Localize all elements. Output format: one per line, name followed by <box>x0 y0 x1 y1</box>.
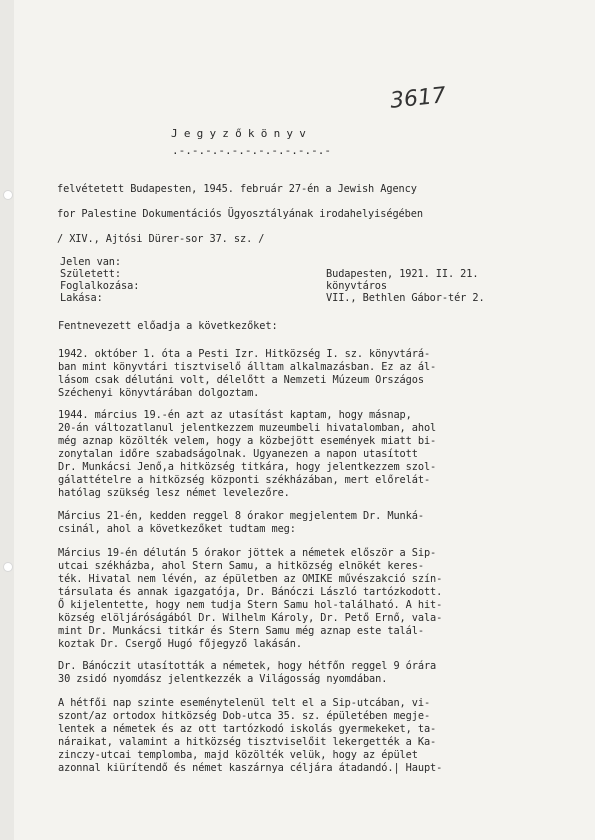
paragraph-line: 20-án változatlanul jelentkezzem muzeumbeli hivatalomban, ahol <box>58 422 437 434</box>
title-underline: .-.-.-.-.-.-.-.-.-.-.-.- <box>172 144 331 157</box>
paragraph-line: Március 21-én, kedden reggel 8 órakor megjelentem Dr. Munká- <box>58 510 424 522</box>
punch-hole <box>3 562 13 572</box>
intro-line: felvétetett Budapesten, 1945. február 27-én a Jewish Agency <box>57 183 417 195</box>
jelen-van-label: Jelen van: <box>60 256 121 268</box>
paragraph-line: lásom csak délutáni volt, délelőtt a Nemzeti Múzeum Országos <box>58 374 424 386</box>
paragraph-line: 30 zsidó nyomdász jelentkezzék a Világosság nyomdában. <box>58 673 388 685</box>
lakasa-label: Lakása: <box>60 292 103 304</box>
paragraph-line: hatólag szükség lesz német levelezőre. <box>58 487 290 499</box>
paragraph-line: azonnal kiürítendő és német kaszárnya céljára átadandó.| Haupt- <box>58 762 443 774</box>
paragraph-line: A hétfői nap szinte eseménytelenül telt el a Sip-utcában, vi- <box>58 697 431 709</box>
foglalkozasa-value: könyvtáros <box>326 280 387 292</box>
paragraph-line: Ő kijelentette, hogy nem tudja Stern Samu hol-található. A hit- <box>58 599 443 611</box>
foglalkozasa-label: Foglalkozása: <box>60 280 140 292</box>
paragraph-line: gálattételre a hitközség központi székházában, mert előrelát- <box>58 474 431 486</box>
paragraph-line: zonytalan időre szabadságolnak. Ugyanezen a napon utasított <box>58 448 418 460</box>
paragraph-line: ban mint könyvtári tisztviselő álltam alkalmazásban. Ez az ál- <box>58 361 437 373</box>
paragraph-line: Széchenyi könyvtárában dolgoztam. <box>58 387 260 399</box>
paragraph-line: társulata és annak igazgatója, Dr. Bánóczi László tartózkodott. <box>58 586 443 598</box>
szuletett-label: Született: <box>60 268 121 280</box>
opening-sentence: Fentnevezett előadja a következőket: <box>58 320 278 332</box>
paragraph-line: szont/az ortodox hitközség Dob-utca 35. sz. épületében megje- <box>58 710 431 722</box>
paragraph-line: Dr. Bánóczit utasították a németek, hogy hétfőn reggel 9 órára <box>58 660 437 672</box>
paragraph-line: mint Dr. Munkácsi titkár és Stern Samu még aznap este talál- <box>58 625 424 637</box>
paragraph-line: község elöljáróságából Dr. Wilhelm Károly, Dr. Pető Ernő, vala- <box>58 612 443 624</box>
szuletett-value: Budapesten, 1921. II. 21. <box>326 268 479 280</box>
paragraph-line: utcai székházba, ahol Stern Samu, a hitközség elnökét keres- <box>58 560 424 572</box>
paragraph-line: 1944. március 19.-én azt az utasítást kaptam, hogy másnap, <box>58 409 412 421</box>
paragraph-line: zinczy-utcai templomba, majd közölték velük, hogy az épület <box>58 749 418 761</box>
paragraph-line: Dr. Munkácsi Jenő,a hitközség titkára, hogy jelentkezzem szol- <box>58 461 437 473</box>
paragraph-line: még aznap közölték velem, hogy a közbejött események miatt bi- <box>58 435 437 447</box>
paragraph-line: 1942. október 1. óta a Pesti Izr. Hitközség I. sz. könyvtárá- <box>58 348 431 360</box>
handwritten-archive-number: 3617 <box>388 83 448 114</box>
document-title: Jegyzőkönyv <box>171 127 313 140</box>
paragraph-line: ték. Hivatal nem lévén, az épületben az OMIKE művészakció szín- <box>58 573 443 585</box>
scan-edge <box>0 0 14 840</box>
lakasa-value: VII., Bethlen Gábor-tér 2. <box>326 292 485 304</box>
paragraph-line: koztak Dr. Csergő Hugó főjegyző lakásán. <box>58 638 302 650</box>
paragraph-line: náraikat, valamint a hitközség tisztviselőit lekergették a Ka- <box>58 736 437 748</box>
paragraph-line: csinál, ahol a következőket tudtam meg: <box>58 523 296 535</box>
paragraph-line: lentek a németek és az ott tartózkodó iskolás gyermekeket, ta- <box>58 723 437 735</box>
intro-line: for Palestine Dokumentációs Ügyosztályának irodahelyiségében <box>57 208 423 220</box>
paragraph-line: Március 19-én délután 5 órakor jöttek a németek először a Sip- <box>58 547 437 559</box>
punch-hole <box>3 190 13 200</box>
intro-line: / XIV., Ajtósi Dürer-sor 37. sz. / <box>57 233 265 245</box>
